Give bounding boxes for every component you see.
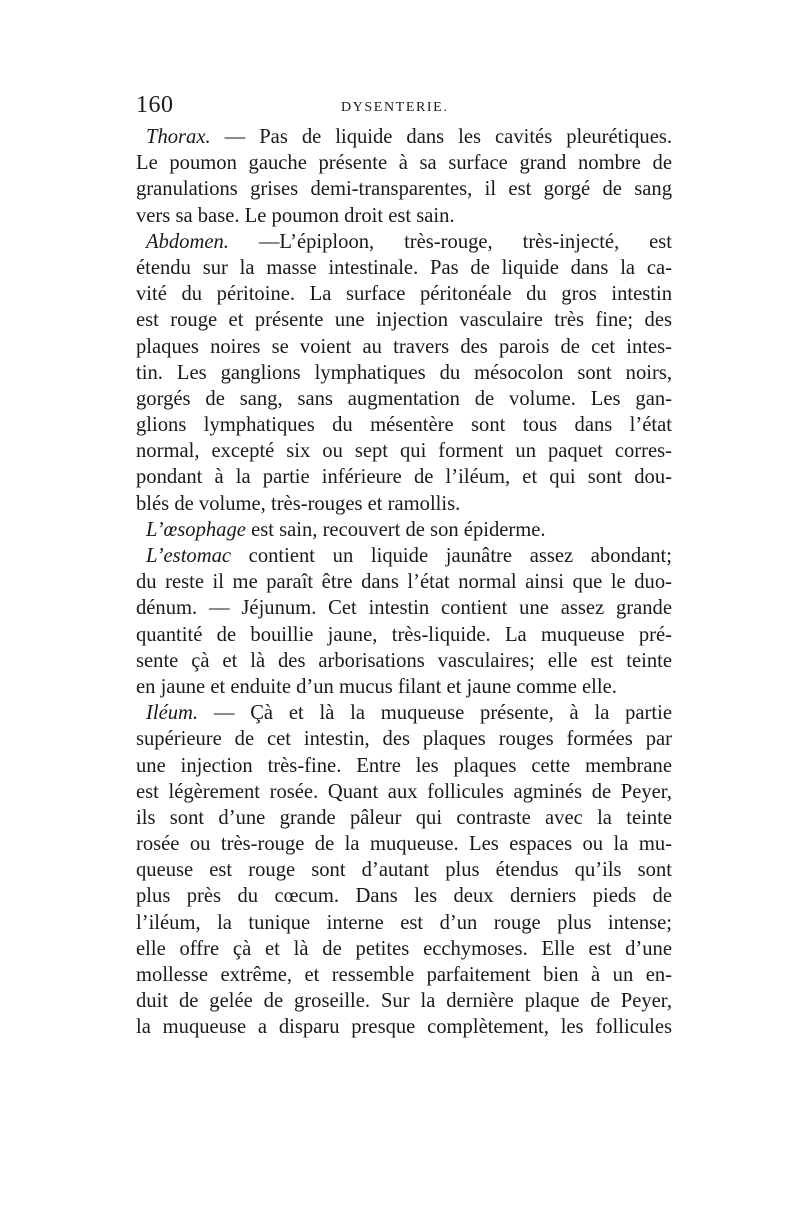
text-line bbox=[136, 910, 672, 936]
text-line bbox=[136, 203, 672, 229]
line-text: du reste il me paraît être dans l’état normal ainsi que le duo- bbox=[136, 571, 672, 594]
section-heading: L’œsophage bbox=[146, 518, 246, 541]
body-text bbox=[136, 124, 672, 1041]
text-line bbox=[136, 412, 672, 438]
line-text: supérieure de cet intestin, des plaques rouges formées par bbox=[136, 728, 672, 751]
line-text: est légèrement rosée. Quant aux follicules agminés de Peyer, bbox=[136, 780, 672, 803]
line-text: Le poumon gauche présente à sa surface grand nombre de bbox=[136, 152, 672, 175]
line-text: vers sa base. Le poumon droit est sain. bbox=[136, 204, 455, 227]
line-text: tin. Les ganglions lymphatiques du mésocolon sont noirs, bbox=[136, 361, 672, 384]
line-text: une injection très-fine. Entre les plaques cette membrane bbox=[136, 754, 672, 777]
book-page bbox=[136, 92, 672, 1041]
line-text: sente çà et là des arborisations vasculaires; elle est teinte bbox=[136, 649, 672, 672]
line-text: plaques noires se voient au travers des parois de cet intes- bbox=[136, 335, 672, 358]
line-text: blés de volume, très-rouges et ramollis. bbox=[136, 492, 461, 515]
text-line bbox=[136, 1014, 672, 1040]
text-line bbox=[136, 176, 672, 202]
line-text: ils sont d’une grande pâleur qui contraste avec la teinte bbox=[136, 806, 672, 829]
line-text: — Pas de liquide dans les cavités pleurétiques. bbox=[210, 126, 672, 148]
line-text: — Çà et là la muqueuse présente, à la partie bbox=[198, 702, 672, 725]
text-line bbox=[136, 805, 672, 831]
text-line bbox=[136, 517, 672, 543]
line-text: rosée ou très-rouge de la muqueuse. Les espaces ou la mu- bbox=[136, 833, 672, 856]
text-line bbox=[136, 988, 672, 1014]
text-line bbox=[136, 831, 672, 857]
line-text: glions lymphatiques du mésentère sont tous dans l’état bbox=[136, 414, 672, 437]
line-text: contient un liquide jaunâtre assez abondant; bbox=[231, 545, 672, 567]
text-line bbox=[136, 648, 672, 674]
text-line bbox=[136, 595, 672, 621]
line-text: la muqueuse a disparu presque complètement, les follicules bbox=[136, 1016, 672, 1039]
text-line bbox=[136, 569, 672, 595]
text-line bbox=[136, 386, 672, 412]
line-text: gorgés de sang, sans augmentation de volume. Les gan- bbox=[136, 387, 672, 410]
text-line bbox=[136, 674, 672, 700]
line-text: plus près du cœcum. Dans les deux derniers pieds de bbox=[136, 885, 672, 908]
text-line bbox=[136, 936, 672, 962]
line-text: granulations grises demi-transparentes, il est gorgé de sang bbox=[136, 178, 672, 201]
text-line bbox=[136, 883, 672, 909]
text-line bbox=[136, 700, 672, 726]
text-line bbox=[136, 726, 672, 752]
text-line bbox=[136, 779, 672, 805]
line-text: est rouge et présente une injection vasculaire très fine; des bbox=[136, 309, 672, 332]
text-line bbox=[136, 281, 672, 307]
text-line bbox=[136, 150, 672, 176]
line-text: l’iléum, la tunique interne est d’un rouge plus intense; bbox=[136, 911, 672, 934]
text-line bbox=[136, 124, 672, 150]
text-line bbox=[136, 962, 672, 988]
text-line bbox=[136, 464, 672, 490]
line-text: elle offre çà et là de petites ecchymoses. Elle est d’une bbox=[136, 937, 672, 960]
text-line bbox=[136, 360, 672, 386]
line-text: en jaune et enduite d’un mucus filant et jaune comme elle. bbox=[136, 675, 617, 698]
text-line bbox=[136, 753, 672, 779]
line-text: dénum. — Jéjunum. Cet intestin contient une assez grande bbox=[136, 597, 672, 620]
text-line bbox=[136, 491, 672, 517]
text-line bbox=[136, 438, 672, 464]
line-text: quantité de bouillie jaune, très-liquide. La muqueuse pré- bbox=[136, 623, 672, 646]
text-line bbox=[136, 543, 672, 569]
page-number: 160 bbox=[136, 92, 174, 118]
text-line bbox=[136, 229, 672, 255]
line-text: pondant à la partie inférieure de l’iléum, et qui sont dou- bbox=[136, 466, 672, 489]
running-title: DYSENTERIE. bbox=[341, 100, 449, 115]
text-line bbox=[136, 255, 672, 281]
text-line bbox=[136, 622, 672, 648]
line-text: —L’épiploon, très-rouge, très-injecté, est bbox=[228, 230, 672, 253]
text-line bbox=[136, 857, 672, 883]
text-line bbox=[136, 307, 672, 333]
line-text: est sain, recouvert de son épiderme. bbox=[245, 518, 546, 541]
line-text: étendu sur la masse intestinale. Pas de liquide dans la ca- bbox=[136, 256, 672, 279]
line-text: vité du péritoine. La surface péritonéale du gros intestin bbox=[136, 283, 672, 306]
text-line bbox=[136, 334, 672, 360]
section-heading: L’estomac bbox=[146, 545, 232, 567]
section-heading: Iléum. bbox=[146, 702, 199, 725]
line-text: normal, excepté six ou sept qui forment un paquet corres- bbox=[136, 440, 672, 463]
line-text: duit de gelée de groseille. Sur la dernière plaque de Peyer, bbox=[136, 990, 672, 1013]
running-head bbox=[136, 92, 672, 122]
section-heading: Thorax. bbox=[146, 126, 211, 148]
line-text: mollesse extrême, et ressemble parfaitement bien à un en- bbox=[136, 964, 672, 986]
line-text: queuse est rouge sont d’autant plus étendus qu’ils sont bbox=[136, 859, 672, 882]
section-heading: Abdomen. bbox=[146, 230, 229, 253]
